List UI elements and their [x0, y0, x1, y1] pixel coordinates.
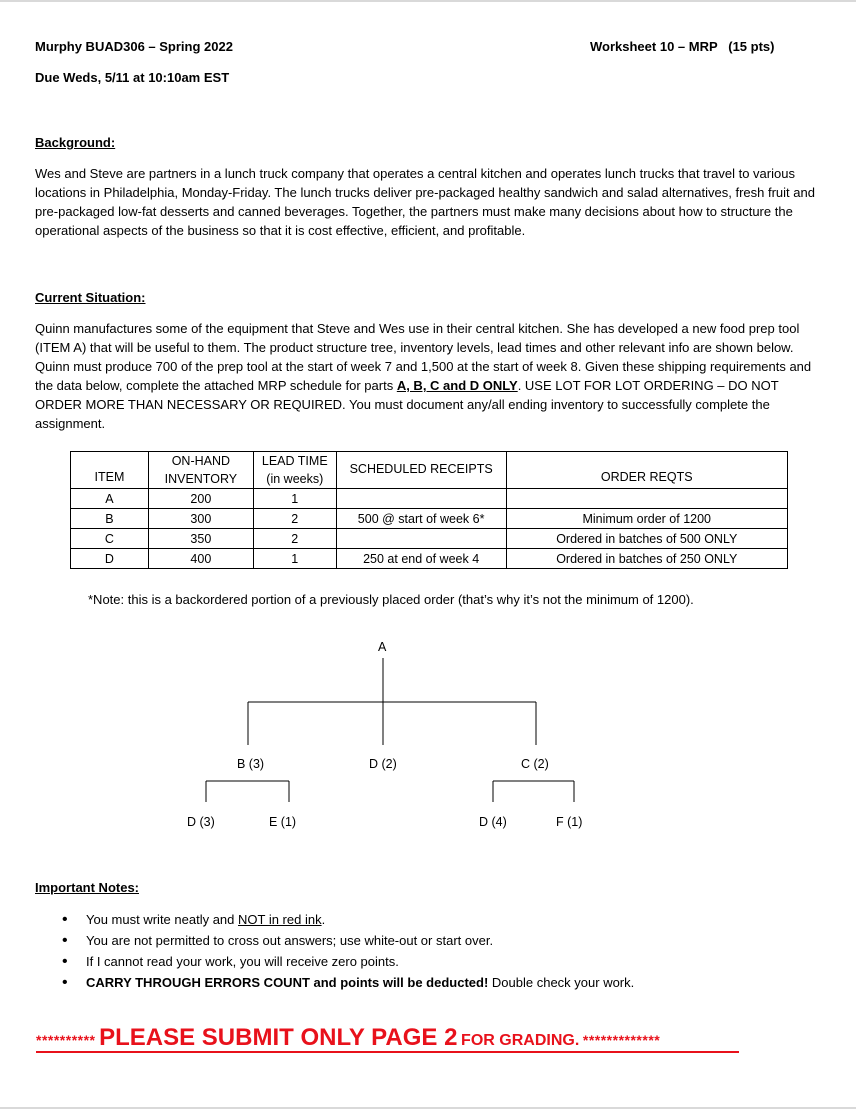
- list-item: • If I cannot read your work, you will receive zero points.: [86, 951, 634, 972]
- header-item: ITEM: [71, 452, 149, 489]
- header-onhand: ON-HAND INVENTORY: [148, 452, 253, 489]
- cell-lead: 2: [253, 529, 336, 549]
- carry-through-warning: CARRY THROUGH ERRORS COUNT and points will be deducted!: [86, 975, 489, 990]
- background-heading: Background:: [35, 135, 116, 150]
- cell-onhand: 300: [148, 509, 253, 529]
- tree-node-d: D (2): [369, 757, 397, 771]
- backorder-note: *Note: this is a backordered portion of a previously placed order (that’s why it’s not the minimum of 1200).: [88, 592, 694, 607]
- submit-sub-text: FOR GRADING.: [461, 1032, 580, 1049]
- cell-receipts: 500 @ start of week 6*: [336, 509, 506, 529]
- cell-onhand: 200: [148, 489, 253, 509]
- cell-lead: 1: [253, 549, 336, 569]
- cell-receipts: 250 at end of week 4: [336, 549, 506, 569]
- cell-lead: 1: [253, 489, 336, 509]
- cell-item: D: [71, 549, 149, 569]
- submit-stars-right: *************: [582, 1032, 661, 1048]
- cell-item: A: [71, 489, 149, 509]
- submit-underline: [36, 1051, 739, 1053]
- cell-reqts: Ordered in batches of 500 ONLY: [506, 529, 787, 549]
- list-item: • You are not permitted to cross out answers; use white-out or start over.: [86, 930, 634, 951]
- cell-onhand: 400: [148, 549, 253, 569]
- cell-lead: 2: [253, 509, 336, 529]
- cell-item: C: [71, 529, 149, 549]
- tree-node-c: C (2): [521, 757, 549, 771]
- submit-stars-left: **********: [36, 1032, 96, 1048]
- tree-node-b-d: D (3): [187, 815, 215, 829]
- background-text: Wes and Steve are partners in a lunch truck company that operates a central kitchen and operates lunch trucks that travel to various locations in Philadelphia, Monday-Friday. The lunch trucks deliver pre-packaged healthy sandwich and salad alternatives, fresh fruit and pre-packaged low-fat desserts and canned beverages. Together, the partners must make many decisions about how to structure the operational aspects of the business so that it is cost effective, efficient, and profitable.: [35, 166, 815, 238]
- situation-text-b: . USE LOT FOR LOT ORDERING – DO NOT ORDER MORE THAN NECESSARY OR REQUIRED. You must document any/all ending inventory to successfully complete the assignment.: [35, 378, 779, 431]
- cell-reqts: Ordered in batches of 250 ONLY: [506, 549, 787, 569]
- tree-node-c-f: F (1): [556, 815, 583, 829]
- situation-heading: Current Situation:: [35, 290, 146, 305]
- submit-main-text: PLEASE SUBMIT ONLY PAGE 2: [99, 1024, 458, 1051]
- cell-reqts: Minimum order of 1200: [506, 509, 787, 529]
- list-item: • You must write neatly and NOT in red ink.: [86, 909, 634, 930]
- tree-node-a: A: [378, 640, 387, 654]
- worksheet-title: Worksheet 10 – MRP (15 pts): [590, 39, 775, 54]
- notes-list: [62, 909, 634, 993]
- tree-node-c-d: D (4): [479, 815, 507, 829]
- course-title: Murphy BUAD306 – Spring 2022: [35, 39, 233, 54]
- due-date: Due Weds, 5/11 at 10:10am EST: [35, 70, 230, 85]
- header-order-reqts: ORDER REQTS: [506, 452, 787, 489]
- tree-node-b-e: E (1): [269, 815, 297, 829]
- header-receipts: SCHEDULED RECEIPTS: [336, 452, 506, 489]
- cell-onhand: 350: [148, 529, 253, 549]
- red-ink-emphasis: NOT in red ink: [238, 912, 322, 927]
- submit-banner: [36, 1024, 660, 1052]
- header-lead-time: LEAD TIME (in weeks): [253, 452, 336, 489]
- bottom-border: [0, 1107, 856, 1109]
- cell-item: B: [71, 509, 149, 529]
- tree-node-b: B (3): [237, 757, 265, 771]
- list-item: • CARRY THROUGH ERRORS COUNT and points will be deducted! Double check your work.: [86, 972, 634, 993]
- notes-heading: Important Notes:: [35, 880, 139, 895]
- situation-text-a: Quinn manufactures some of the equipment that Steve and Wes use in their central kitchen. She has developed a new food prep tool (ITEM A) that will be useful to them. The product structure tree, inventory levels, lead times and other relevant info are shown below. Quinn must produce 700 of the prep tool at the start of week 7 and 1,500 at the start of week 8. Given these shipping requirements and the data below, complete the attached MRP schedule for parts: [35, 321, 812, 393]
- situation-parts-emphasis: A, B, C and D ONLY: [396, 378, 518, 393]
